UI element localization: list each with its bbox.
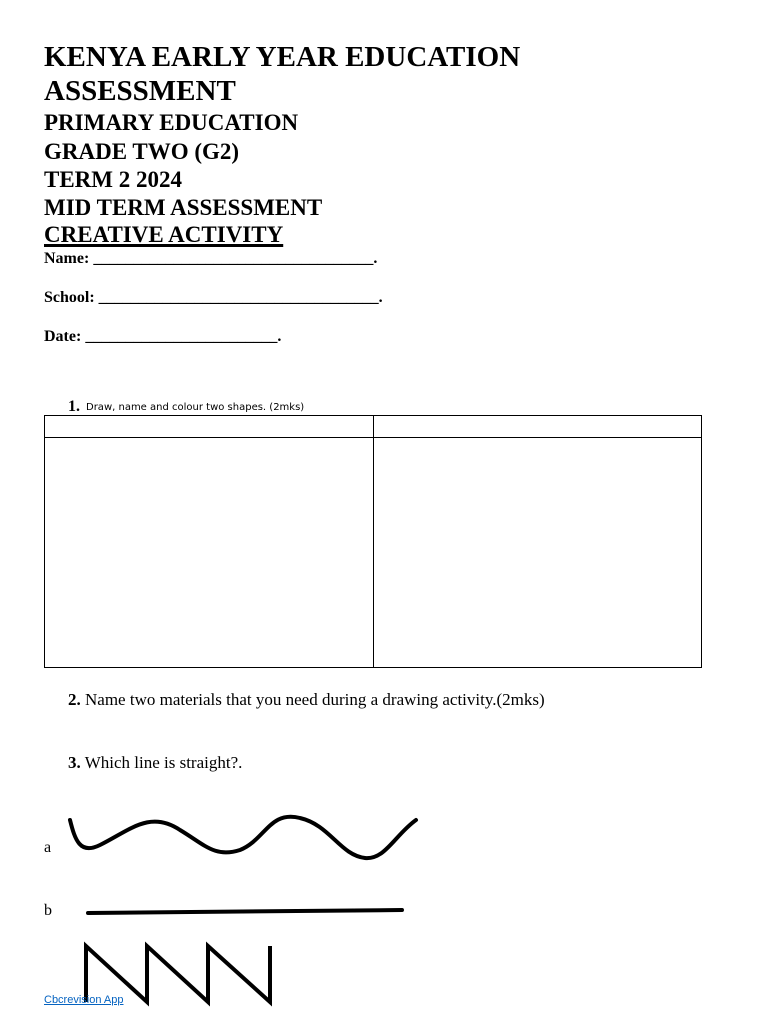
school-field[interactable] <box>44 288 383 308</box>
name-field[interactable] <box>44 249 377 269</box>
shape-2-drawing-cell[interactable] <box>373 438 702 668</box>
school-label: School: <box>44 289 95 306</box>
date-field[interactable] <box>44 327 281 347</box>
shapes-answer-table <box>44 415 702 668</box>
assessment-heading: MID TERM ASSESSMENT <box>44 195 323 220</box>
question-2-number: 2. <box>68 690 81 709</box>
option-b-label: b <box>44 902 52 919</box>
title-line-2: ASSESSMENT <box>44 75 236 107</box>
footer-app-link[interactable]: Cbcrevision App <box>44 994 124 1006</box>
question-3 <box>68 752 242 774</box>
school-blank[interactable]: ___________________________________. <box>98 289 383 306</box>
subject-heading <box>44 221 283 249</box>
shape-1-drawing-cell[interactable] <box>45 438 374 668</box>
question-3-text: Which line is straight?. <box>84 753 243 772</box>
shape-1-name-cell[interactable] <box>45 416 374 438</box>
name-blank[interactable]: ___________________________________. <box>93 250 378 267</box>
grade-heading: GRADE TWO (G2) <box>44 139 240 164</box>
name-label: Name: <box>44 250 90 267</box>
question-1-number: 1. <box>68 398 80 415</box>
subject-text: CREATIVE ACTIVITY <box>44 222 284 247</box>
wavy-line <box>70 817 416 858</box>
question-2 <box>68 689 545 711</box>
straight-line <box>88 910 402 913</box>
level-heading: PRIMARY EDUCATION <box>44 110 299 135</box>
date-label: Date: <box>44 328 82 345</box>
date-blank[interactable]: ________________________. <box>85 328 282 345</box>
term-heading: TERM 2 2024 <box>44 167 182 192</box>
line-options-drawing <box>0 800 768 1024</box>
title-line-1: KENYA EARLY YEAR EDUCATION <box>44 41 521 73</box>
question-1-text: Draw, name and colour two shapes. (2mks) <box>86 402 305 413</box>
question-2-text: Name two materials that you need during a drawing activity.(2mks) <box>85 690 545 709</box>
shape-2-name-cell[interactable] <box>373 416 702 438</box>
option-a-label: a <box>44 839 52 856</box>
question-3-number: 3. <box>68 753 81 772</box>
